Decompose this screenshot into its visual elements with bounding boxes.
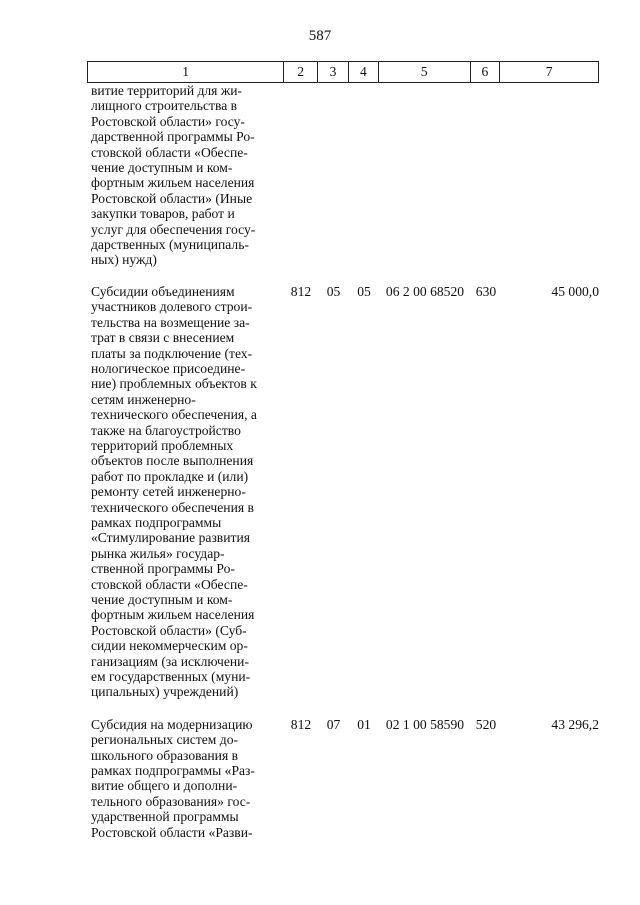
table-body	[87, 83, 599, 840]
row-col-5: 02 1 00 58590	[385, 716, 465, 732]
row-col-2: 812	[290, 283, 312, 299]
row-description: Субсидия на модернизацию региональных систем до- школьного образования в рамках подпрограммы «Раз- витие общего и дополни- тельного образования» гос- ударственной программы Ростовской области «Разви-	[91, 716, 255, 840]
row-col-7: 45 000,0	[551, 283, 599, 299]
page-number: 587	[308, 28, 332, 44]
row-col-4: 01	[357, 716, 371, 732]
header-col-5: 5	[379, 62, 471, 82]
header-col-4: 4	[349, 62, 379, 82]
row-col-3: 05	[326, 283, 341, 299]
row-col-6: 630	[475, 283, 497, 299]
header-col-6: 6	[471, 62, 501, 82]
row-col-7: 43 296,2	[551, 716, 599, 732]
budget-table	[87, 61, 599, 840]
row-description: витие территорий для жи- лищного строительства в Ростовской области» госу- дарственной программы Ро- стовской области «Обеспе- чение доступным и ком- фортным жильем населения Ростовской области» (Иные закупки товаров, работ и услуг для обеспечения госу- дарственных (муниципаль- ных) нужд)	[91, 83, 256, 268]
row-description: Субсидии объединениям участников долевого строи- тельства на возмещение за- трат в связи с внесением платы за подключение (тех- нологическое присоедине- ние) проблемных объектов к сетям инженерно- технического обеспечения, а также на благоустройство территорий проблемных объектов после выполнения работ по прокладке и (или) ремонту сетей инженерно- технического обеспечения в рамках подпрограммы «Стимулирование развития рынка жилья» государ- ственной программы Ро- стовской области «Обеспе- чение доступным и ком- фортным жильем населения Ростовской области» (Суб- сидии некоммерческим ор- ганизациям (за исключени- ем государственных (муни- ципальных) учреждений)	[91, 283, 257, 700]
row-col-4: 05	[357, 283, 371, 299]
table-row	[87, 717, 599, 840]
header-col-7: 7	[545, 64, 553, 80]
row-col-2: 812	[290, 716, 312, 732]
table-row	[87, 284, 599, 700]
row-col-3: 07	[326, 716, 341, 732]
header-col-3: 3	[318, 62, 349, 82]
row-col-6: 520	[475, 716, 497, 732]
header-col-2: 2	[284, 62, 318, 82]
table-header-row	[87, 61, 599, 83]
table-row	[87, 83, 599, 268]
header-col-1: 1	[88, 62, 284, 82]
row-col-5: 06 2 00 68520	[385, 283, 465, 299]
